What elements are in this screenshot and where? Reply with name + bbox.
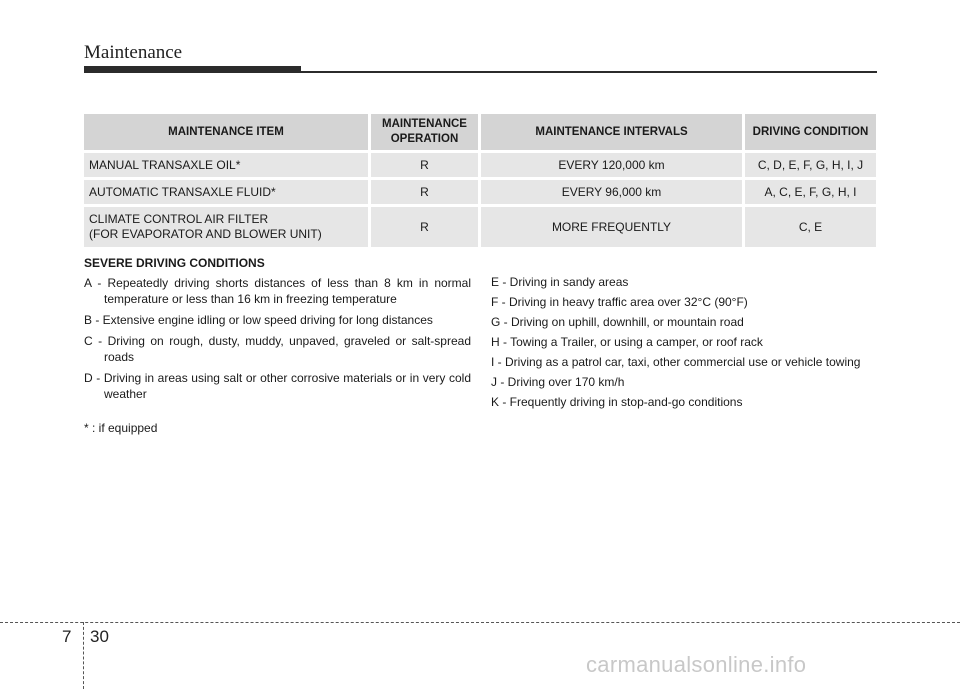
condition-item-i: I - Driving as a patrol car, taxi, other commercial use or vehicle towing bbox=[491, 355, 861, 369]
page-number: 30 bbox=[90, 627, 109, 646]
severe-conditions-left bbox=[84, 255, 471, 436]
condition-item-b: B - Extensive engine idling or low speed driving for long distances bbox=[84, 313, 433, 327]
cell-interval: EVERY 120,000 km bbox=[481, 153, 745, 180]
table-row bbox=[84, 207, 876, 250]
condition-item-e: E - Driving in sandy areas bbox=[491, 275, 629, 289]
cell-interval: EVERY 96,000 km bbox=[481, 180, 745, 207]
condition-item-c: C - Driving on rough, dusty, muddy, unpaved, graveled or salt-spread roads bbox=[84, 334, 471, 364]
maintenance-table bbox=[84, 114, 876, 250]
condition-item-h: H - Towing a Trailer, or using a camper, or roof rack bbox=[491, 335, 763, 349]
condition-item-f: F - Driving in heavy traffic area over 32°C (90°F) bbox=[491, 295, 748, 309]
cell-item: MANUAL TRANSAXLE OIL* bbox=[84, 153, 371, 180]
footer-dashed-divider bbox=[83, 622, 84, 689]
header-rule bbox=[84, 71, 877, 73]
cell-condition: C, E bbox=[745, 207, 876, 250]
condition-item-j: J - Driving over 170 km/h bbox=[491, 375, 625, 389]
severe-conditions-right bbox=[491, 274, 891, 414]
condition-item-a: A - Repeatedly driving shorts distances of less than 8 km in normal temperature or less than 16 km in freezing temperature bbox=[84, 276, 471, 306]
condition-item-k: K - Frequently driving in stop-and-go conditions bbox=[491, 395, 743, 409]
header-maintenance-item: MAINTENANCE ITEM bbox=[84, 114, 371, 153]
watermark: carmanualsonline.info bbox=[586, 652, 807, 677]
cell-interval: MORE FREQUENTLY bbox=[481, 207, 745, 250]
condition-item-g: G - Driving on uphill, downhill, or mountain road bbox=[491, 315, 744, 329]
cell-item-line: (FOR EVAPORATOR AND BLOWER UNIT) bbox=[89, 227, 322, 241]
header-maintenance-intervals: MAINTENANCE INTERVALS bbox=[481, 114, 745, 153]
table-row bbox=[84, 180, 876, 207]
footer-dashed-rule bbox=[0, 622, 960, 623]
cell-condition: A, C, E, F, G, H, I bbox=[745, 180, 876, 207]
chapter-number: 7 bbox=[62, 627, 72, 646]
page-header-title: Maintenance bbox=[84, 42, 183, 63]
condition-item-d: D - Driving in areas using salt or other corrosive materials or in very cold weather bbox=[84, 371, 471, 401]
header-driving-condition: DRIVING CONDITION bbox=[745, 114, 876, 153]
header-maintenance-operation: MAINTENANCE OPERATION bbox=[371, 114, 481, 153]
cell-operation: R bbox=[371, 153, 481, 180]
cell-item-line: CLIMATE CONTROL AIR FILTER bbox=[89, 212, 269, 226]
table-row bbox=[84, 153, 876, 180]
cell-item bbox=[84, 207, 371, 250]
cell-operation: R bbox=[371, 180, 481, 207]
cell-item: AUTOMATIC TRANSAXLE FLUID* bbox=[84, 180, 371, 207]
footnote-if-equipped: * : if equipped bbox=[84, 421, 158, 435]
table-header-row bbox=[84, 114, 876, 153]
cell-condition: C, D, E, F, G, H, I, J bbox=[745, 153, 876, 180]
severe-conditions-title: SEVERE DRIVING CONDITIONS bbox=[84, 256, 265, 270]
cell-operation: R bbox=[371, 207, 481, 250]
